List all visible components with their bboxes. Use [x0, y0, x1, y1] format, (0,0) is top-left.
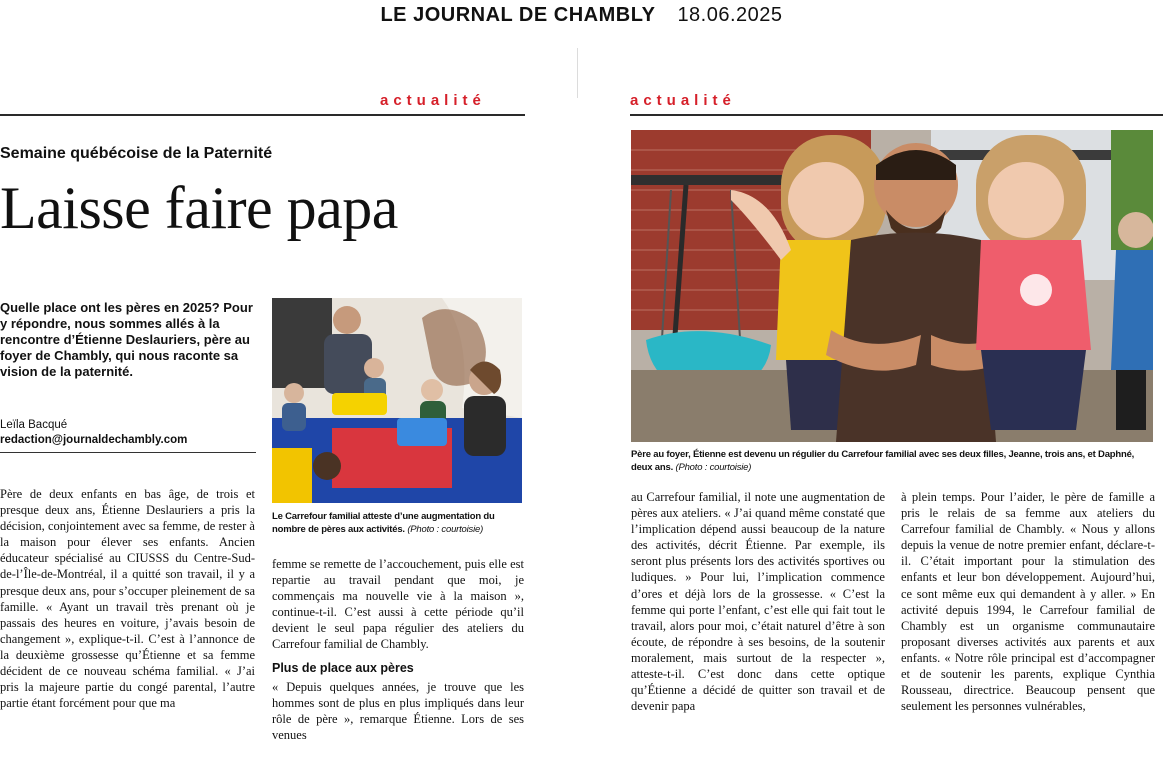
left-col2-paragraph: femme se remette de l’accouchement, puis elle est repartie au travail pendant que moi, je commençais ma nouvelle vie à la maison », continue-t-il. C’est aussi à cette période qu’il devient le seul papa régulier des ateliers du Carrefour familial de Chambly.: [272, 557, 524, 652]
father-daughters-photo-image: [631, 130, 1153, 442]
left-col1-paragraph: Père de deux enfants en bas âge, de trois et presque deux ans, Étienne Deslauriers a pris la décision, conjointement avec sa femme, de rester à la maison pour élever ses enfants. Ancien éducateur spécialisé au CIUSSS du Centre-Sud-de-l’Île-de-Montréal, il a quitté son travail, il y a presque deux ans, pour s’occuper pleinement de sa famille. « Ayant un travail très prenant où je passais des heures en voiture, j’avais besoin de changement », explique-t-il. C’est à l’annonce de la deuxième grossesse qu’Étienne et sa femme décident de ce nouveau schéma familial. « J’ai pris la majeure partie du congé parental, l’autre partie étant forcément pour que ma: [0, 487, 255, 711]
issue-date: 18.06.2025: [677, 4, 783, 26]
left-col2-paragraph-b: « Depuis quelques années, je trouve que les hommes sont de plus en plus impliqués dans leur rôle de père », remarque Étienne. Lors de ses venues: [272, 679, 524, 742]
right-caption-text: Père au foyer, Étienne est devenu un régulier du Carrefour familial avec ses deux filles, Jeanne, trois ans, et Daphné, deux ans.: [631, 449, 1135, 473]
playroom-photo: [272, 298, 522, 503]
left-body-column-1: [0, 486, 255, 784]
newspaper-name: LE JOURNAL DE CHAMBLY: [380, 4, 656, 26]
author-email[interactable]: redaction@journaldechambly.com: [0, 434, 188, 446]
section-subhead: Plus de place aux pères: [272, 660, 414, 675]
right-col1-paragraph: au Carrefour familial, il note une augmentation de pères aux ateliers. « J’ai quand même constaté que l’implication dépend aussi beaucoup de la nature des activités, décrit Étienne. Par exemple, ils seront plus présents lors des activités sportives ou ludiques. » Pour lui, l’implication commence d’ores et déjà lors de la grossesse. « C’est la femme qui porte l’enfant, c’est elle qui fait tout le travail, alors pour moi, c’était naturel d’être à son écoute, de répondre à ses besoins, de la soutenir moralement, mais surtout de la respecter », atteste-t-il. C’est donc dans cette optique qu’Étienne a décidé de quitter son travail et de devenir papa: [631, 490, 885, 714]
left-body-column-2: [272, 556, 524, 784]
left-caption-text: Le Carrefour familial atteste d’une augmentation du nombre de pères aux activités.: [272, 511, 495, 535]
right-caption-credit: (Photo : courtoisie): [675, 462, 752, 473]
right-col2-paragraph: à plein temps. Pour l’aider, le père de famille a pris le relais de sa femme aux ateliers du Carrefour familial de Chambly. « Nous y allons depuis la venue de notre premier enfant, déclare-t-il. C’était important pour la stimulation des enfants et leur bon développement. Aujourd’hui, ce sont même eux qui demandent à y aller. » En activité depuis 1994, le Carrefour familial de Chambly est un organisme communautaire proposant diverses activités aux parents et aux enfants. « Notre rôle principal est d’accompagner et de soutenir les parents, explique Cynthia Rousseau, directrice. Beaucoup pensent que seulement les personnes vulnérables,: [901, 490, 1155, 714]
masthead: [0, 4, 1163, 27]
left-photo-caption: [272, 510, 524, 536]
article-kicker: Semaine québécoise de la Paternité: [0, 145, 273, 162]
right-photo-caption: [631, 448, 1146, 474]
byline: [0, 418, 256, 448]
article-headline: Laisse faire papa: [0, 175, 398, 241]
right-body-column-1: [631, 489, 885, 784]
playroom-photo-image: [272, 298, 522, 503]
right-section-rule: [630, 114, 1163, 116]
right-section-label: actualité: [630, 92, 736, 109]
left-caption-credit: (Photo : courtoisie): [407, 524, 484, 535]
article-lede: Quelle place ont les pères en 2025? Pour y répondre, nous sommes allés à la rencontre d’Étienne Deslauriers, père au foyer de Chambly, qui nous raconte sa vision de la paternité.: [0, 300, 253, 379]
father-daughters-photo: [631, 130, 1153, 442]
left-section-label: actualité: [380, 92, 486, 109]
page-divider: [577, 48, 578, 98]
left-section-rule: [0, 114, 525, 116]
byline-rule: [0, 452, 256, 453]
right-body-column-2: [901, 489, 1155, 784]
author-name: Leïla Bacqué: [0, 419, 68, 431]
